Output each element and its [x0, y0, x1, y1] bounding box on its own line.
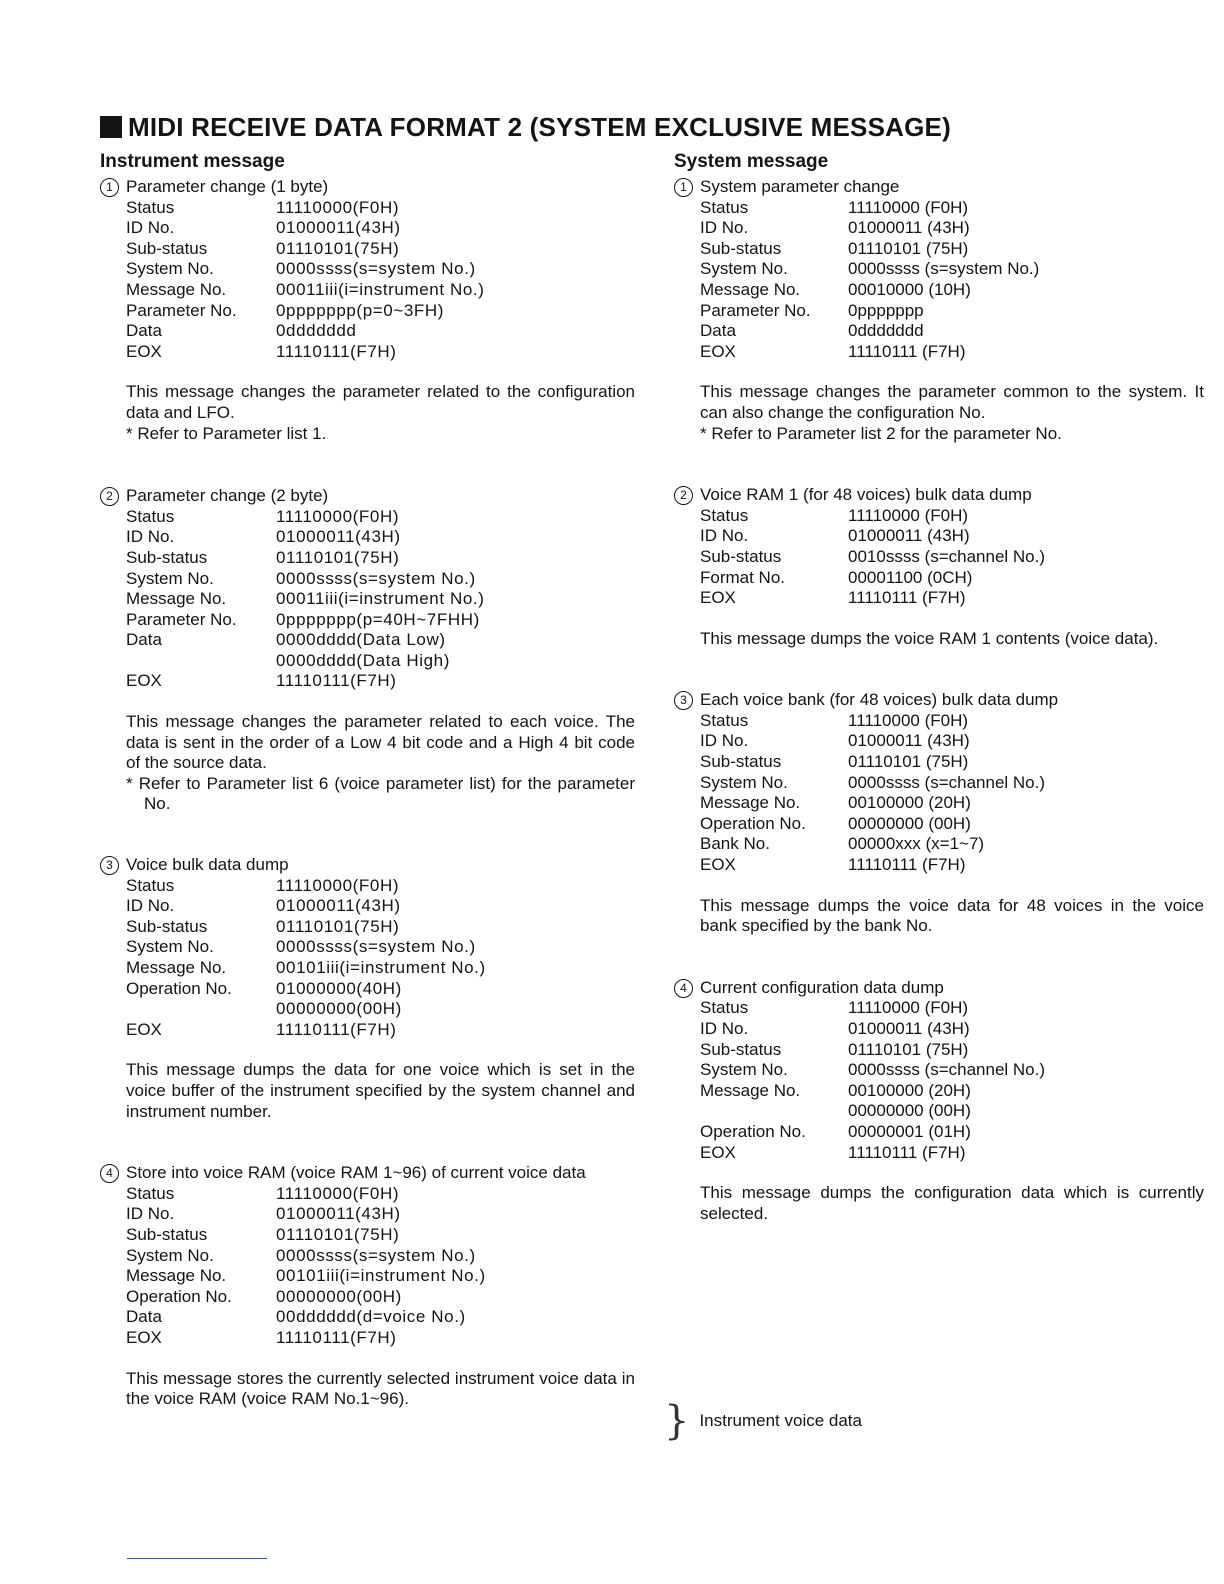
field-label: Sub-status: [700, 546, 782, 566]
field-value: 01000011(43H): [276, 218, 401, 238]
field-value: 01000011(43H): [276, 1204, 401, 1224]
field-value: 11110000 (F0H): [848, 505, 969, 525]
field-row: [100, 630, 635, 651]
field-label: Message No.: [126, 958, 227, 977]
instrument-message-heading: Instrument message: [100, 151, 285, 172]
section-title-text: Parameter change (1 byte): [126, 177, 329, 196]
system-message-column: [674, 152, 1204, 1224]
field-label: ID No.: [126, 527, 175, 547]
field-row: [674, 1019, 1204, 1040]
field-value: 01000011 (43H): [848, 526, 970, 546]
field-row: [100, 1184, 635, 1205]
field-row: [674, 259, 1204, 280]
field-row: [100, 979, 635, 1000]
field-label: Data: [126, 630, 162, 650]
field-row: [674, 588, 1204, 609]
section-title-text: Each voice bank (for 48 voices) bulk data dump: [700, 690, 1059, 710]
field-row: [100, 671, 635, 692]
field-row: [674, 834, 1204, 855]
section-title: [100, 1163, 635, 1184]
description-text: This message changes the parameter common to the system. It can also change the configuration No.: [700, 382, 1204, 422]
field-row: [674, 793, 1204, 814]
section-description: [100, 382, 635, 444]
field-value: 11110111 (F7H): [848, 341, 966, 361]
field-row: [100, 218, 635, 239]
field-value: 11110000(F0H): [276, 875, 400, 895]
field-row: [674, 239, 1204, 260]
field-value: 01110101(75H): [276, 547, 400, 567]
instrument-message-column: [100, 152, 635, 1410]
field-label: Message No.: [126, 1266, 227, 1286]
field-value: 11110111(F7H): [276, 1019, 397, 1039]
field-label: System No.: [700, 259, 788, 279]
section-title: [674, 485, 1204, 506]
section-description: [674, 382, 1204, 444]
section-description: [100, 1369, 635, 1410]
field-row: [674, 280, 1204, 301]
field-value: 01110101 (75H): [848, 752, 969, 772]
field-label: Message No.: [126, 279, 227, 299]
field-label: Sub-status: [700, 238, 782, 258]
system-message-heading: System message: [674, 151, 829, 172]
reference-note: * Refer to Parameter list 2 for the parameter No.: [700, 423, 1062, 443]
field-value: 0000ssss(s=system No.): [276, 937, 476, 957]
section-title: [100, 486, 635, 507]
field-row: [674, 731, 1204, 752]
field-value: 01000011 (43H): [848, 731, 970, 751]
section-title: [674, 978, 1204, 999]
field-value: 01000011(43H): [276, 527, 401, 547]
field-label: System No.: [126, 568, 214, 588]
field-row: [674, 998, 1204, 1019]
field-label: System No.: [126, 1245, 214, 1265]
field-value: 0000ssss(s=system No.): [276, 568, 476, 588]
field-row: [100, 651, 635, 672]
field-value: 0000ssss (s=system No.): [848, 259, 1040, 279]
field-label: Operation No.: [700, 813, 806, 833]
description-text: This message dumps the voice data for 48 voices in the voice bank specified by the bank No.: [700, 895, 1204, 936]
system-section-4: [674, 978, 1204, 1225]
field-label: EOX: [126, 671, 162, 691]
field-row: [674, 711, 1204, 732]
section-title: [674, 177, 1204, 198]
field-row: [100, 1246, 635, 1267]
section-title: [674, 690, 1204, 711]
instrument-section-2: [100, 486, 635, 815]
section-description: [674, 896, 1204, 937]
field-label: Status: [700, 998, 749, 1018]
description-text: This message dumps the voice RAM 1 contents (voice data).: [700, 628, 1159, 648]
field-row: [100, 937, 635, 958]
field-row: [674, 218, 1204, 239]
right-brace-icon: }: [664, 1398, 690, 1444]
field-label: EOX: [126, 1019, 162, 1039]
field-value: 00000000(00H): [276, 1286, 402, 1306]
field-value: 0ppppppp(p=40H~7FHH): [276, 609, 480, 629]
system-section-1: [674, 177, 1204, 444]
field-value: 01110101(75H): [276, 1224, 400, 1244]
reference-note: * Refer to Parameter list 1.: [126, 423, 327, 443]
instrument-section-3: [100, 855, 635, 1122]
field-row: [100, 280, 635, 301]
field-value: 0ppppppp(p=0~3FH): [276, 300, 445, 320]
instrument-section-1: [100, 177, 635, 444]
field-row: [674, 506, 1204, 527]
field-row: [100, 1225, 635, 1246]
field-value: 00101iii(i=instrument No.): [276, 958, 486, 977]
description-text: This message changes the parameter related to the configuration data and LFO.: [126, 382, 635, 422]
section-title-text: Store into voice RAM (voice RAM 1~96) of current voice data: [126, 1163, 586, 1183]
field-label: EOX: [700, 855, 736, 875]
field-row: [100, 259, 635, 280]
field-value: 11110111 (F7H): [848, 588, 966, 608]
field-value: 0000dddd(Data High): [276, 650, 450, 670]
field-label: Status: [126, 875, 175, 895]
field-label: Bank No.: [700, 834, 770, 854]
field-value: 11110000(F0H): [276, 197, 400, 217]
system-section-3: [674, 690, 1204, 937]
field-label: ID No.: [700, 731, 749, 751]
reference-note: * Refer to Parameter list 6 (voice parameter list) for the parameter No.: [126, 773, 635, 814]
field-row: [674, 855, 1204, 876]
page-title: [100, 112, 951, 143]
field-value: 11110111(F7H): [276, 341, 397, 361]
field-label: System No.: [700, 1060, 788, 1080]
footer-divider: [127, 1558, 267, 1559]
field-value: 0010ssss (s=channel No.): [848, 546, 1046, 566]
field-label: Status: [700, 505, 749, 525]
field-label: Message No.: [700, 279, 801, 299]
field-label: Operation No.: [700, 1121, 806, 1141]
field-row: [100, 527, 635, 548]
instrument-voice-data-label: Instrument voice data: [699, 1411, 862, 1430]
section-description: [100, 1060, 635, 1122]
field-label: ID No.: [126, 896, 175, 916]
instrument-section-4: [100, 1163, 635, 1410]
field-label: Status: [126, 1183, 175, 1203]
field-value: 11110000 (F0H): [848, 197, 969, 217]
field-label: ID No.: [700, 526, 749, 546]
field-row: [100, 1287, 635, 1308]
field-value: 11110111 (F7H): [848, 1142, 966, 1162]
field-value: 01110101 (75H): [848, 1039, 969, 1059]
number-circle-icon: 1: [674, 178, 693, 197]
field-row: [100, 548, 635, 569]
field-label: System No.: [126, 259, 214, 279]
number-circle-icon: 2: [674, 486, 693, 505]
instrument-voice-data-annotation: [664, 1398, 862, 1444]
field-row: [100, 917, 635, 938]
field-row: [100, 1204, 635, 1225]
field-value: 01000011 (43H): [848, 1019, 970, 1038]
field-value: 11110000(F0H): [276, 1183, 400, 1203]
field-row: [100, 896, 635, 917]
field-value: 0000ssss(s=system No.): [276, 259, 476, 279]
field-row: [674, 321, 1204, 342]
section-description: [100, 712, 635, 815]
description-text: This message dumps the data for one voice which is set in the voice buffer of the instrument specified by the system channel and instrument number.: [126, 1060, 635, 1121]
field-label: Sub-status: [126, 547, 208, 567]
field-value: 0000ssss (s=channel No.): [848, 772, 1046, 792]
field-row: [100, 589, 635, 610]
field-value: 0000ssss (s=channel No.): [848, 1060, 1046, 1080]
field-row: [674, 1122, 1204, 1143]
field-label: EOX: [700, 588, 736, 608]
field-label: Sub-status: [700, 752, 782, 772]
field-label: ID No.: [700, 1019, 749, 1038]
field-value: 00011iii(i=instrument No.): [276, 279, 485, 299]
field-label: ID No.: [700, 218, 749, 238]
number-circle-icon: 2: [100, 487, 119, 506]
field-label: Operation No.: [126, 978, 232, 998]
field-row: [674, 1101, 1204, 1122]
section-description: [674, 629, 1204, 650]
field-label: EOX: [700, 1142, 736, 1162]
number-circle-icon: 4: [100, 1164, 119, 1183]
description-text: This message changes the parameter related to each voice. The data is sent in the order of a Low 4 bit code and a High 4 bit code of the source data.: [126, 712, 635, 773]
field-label: EOX: [126, 1327, 162, 1347]
field-row: [674, 752, 1204, 773]
field-value: 0000dddd(Data Low): [276, 630, 446, 650]
field-value: 00dddddd(d=voice No.): [276, 1307, 466, 1327]
field-value: 0ddddddd: [848, 321, 924, 341]
description-text: This message stores the currently selected instrument voice data in the voice RAM (voice RAM No.1~96).: [126, 1368, 635, 1409]
field-row: [100, 999, 635, 1020]
field-value: 01110101 (75H): [848, 238, 969, 258]
field-label: Data: [126, 1307, 162, 1327]
field-label: Status: [126, 197, 175, 217]
title-square-icon: [100, 116, 122, 138]
field-value: 11110000 (F0H): [848, 710, 969, 730]
field-value: 01110101(75H): [276, 916, 400, 936]
field-label: Sub-status: [700, 1039, 782, 1059]
number-circle-icon: 1: [100, 178, 119, 197]
field-value: 00010000 (10H): [848, 279, 971, 299]
field-label: System No.: [700, 772, 788, 792]
field-value: 0000ssss(s=system No.): [276, 1245, 476, 1265]
field-label: ID No.: [126, 1204, 175, 1224]
field-value: 01000011 (43H): [848, 218, 970, 238]
field-row: [100, 876, 635, 897]
field-row: [674, 547, 1204, 568]
field-value: 11110111(F7H): [276, 1327, 397, 1347]
number-circle-icon: 3: [674, 691, 693, 710]
field-row: [100, 301, 635, 322]
description-text: This message dumps the configuration data which is currently selected.: [700, 1183, 1204, 1223]
field-label: Parameter No.: [700, 300, 811, 320]
field-value: 01000000(40H): [276, 978, 402, 998]
field-label: Sub-status: [126, 238, 208, 258]
field-value: 00000001 (01H): [848, 1121, 971, 1141]
field-label: Parameter No.: [126, 300, 237, 320]
field-label: Data: [126, 321, 162, 341]
field-value: 00000000 (00H): [848, 813, 971, 833]
page-title-text: MIDI RECEIVE DATA FORMAT 2 (SYSTEM EXCLUSIVE MESSAGE): [128, 112, 951, 142]
system-section-2: [674, 485, 1204, 649]
section-title-text: Voice RAM 1 (for 48 voices) bulk data dump: [700, 485, 1032, 505]
field-row: [100, 958, 635, 979]
field-row: [674, 1143, 1204, 1164]
field-value: 00100000 (20H): [848, 1080, 971, 1100]
field-label: EOX: [700, 341, 736, 361]
field-row: [100, 198, 635, 219]
field-label: Status: [700, 710, 749, 730]
field-row: [674, 1081, 1204, 1102]
field-label: Message No.: [700, 793, 801, 813]
field-label: Message No.: [126, 589, 227, 609]
field-label: Sub-status: [126, 1224, 208, 1244]
field-label: Status: [126, 506, 175, 526]
field-row: [100, 342, 635, 363]
field-label: Sub-status: [126, 916, 208, 936]
field-row: [674, 301, 1204, 322]
field-label: System No.: [126, 937, 214, 957]
field-row: [674, 814, 1204, 835]
field-row: [674, 198, 1204, 219]
section-title-text: Current configuration data dump: [700, 977, 944, 997]
field-row: [100, 610, 635, 631]
field-value: 00011iii(i=instrument No.): [276, 589, 485, 609]
field-row: [674, 342, 1204, 363]
field-value: 0ppppppp: [848, 300, 924, 320]
field-value: 01000011(43H): [276, 896, 401, 916]
section-title-text: Voice bulk data dump: [126, 855, 289, 875]
field-value: 11110111 (F7H): [848, 855, 966, 875]
field-value: 11110111(F7H): [276, 671, 397, 691]
field-value: 00000xxx (x=1~7): [848, 834, 985, 854]
field-row: [100, 321, 635, 342]
field-value: 00001100 (0CH): [848, 567, 973, 587]
field-value: 00100000 (20H): [848, 793, 971, 813]
field-row: [674, 568, 1204, 589]
field-value: 00000000(00H): [276, 999, 402, 1019]
field-row: [100, 1020, 635, 1041]
field-label: Format No.: [700, 567, 786, 587]
field-label: Operation No.: [126, 1286, 232, 1306]
field-row: [100, 507, 635, 528]
field-value: 00000000 (00H): [848, 1101, 971, 1121]
field-row: [100, 1328, 635, 1349]
field-row: [674, 1060, 1204, 1081]
field-label: ID No.: [126, 218, 175, 238]
section-title: [100, 177, 635, 198]
section-title: [100, 855, 635, 876]
field-label: EOX: [126, 341, 162, 361]
field-row: [674, 526, 1204, 547]
number-circle-icon: 3: [100, 856, 119, 875]
field-value: 11110000(F0H): [276, 506, 400, 526]
number-circle-icon: 4: [674, 979, 693, 998]
field-label: Data: [700, 321, 736, 341]
field-value: 11110000 (F0H): [848, 998, 969, 1018]
field-row: [100, 569, 635, 590]
field-label: Parameter No.: [126, 609, 237, 629]
field-value: 0ddddddd: [276, 321, 357, 341]
field-label: Status: [700, 197, 749, 217]
field-row: [100, 239, 635, 260]
section-description: [674, 1183, 1204, 1224]
field-row: [674, 1040, 1204, 1061]
field-row: [674, 773, 1204, 794]
field-value: 01110101(75H): [276, 238, 400, 258]
section-title-text: Parameter change (2 byte): [126, 486, 329, 506]
section-title-text: System parameter change: [700, 177, 900, 196]
field-value: 00101iii(i=instrument No.): [276, 1266, 486, 1286]
field-row: [100, 1307, 635, 1328]
field-row: [100, 1266, 635, 1287]
field-label: Message No.: [700, 1080, 801, 1100]
